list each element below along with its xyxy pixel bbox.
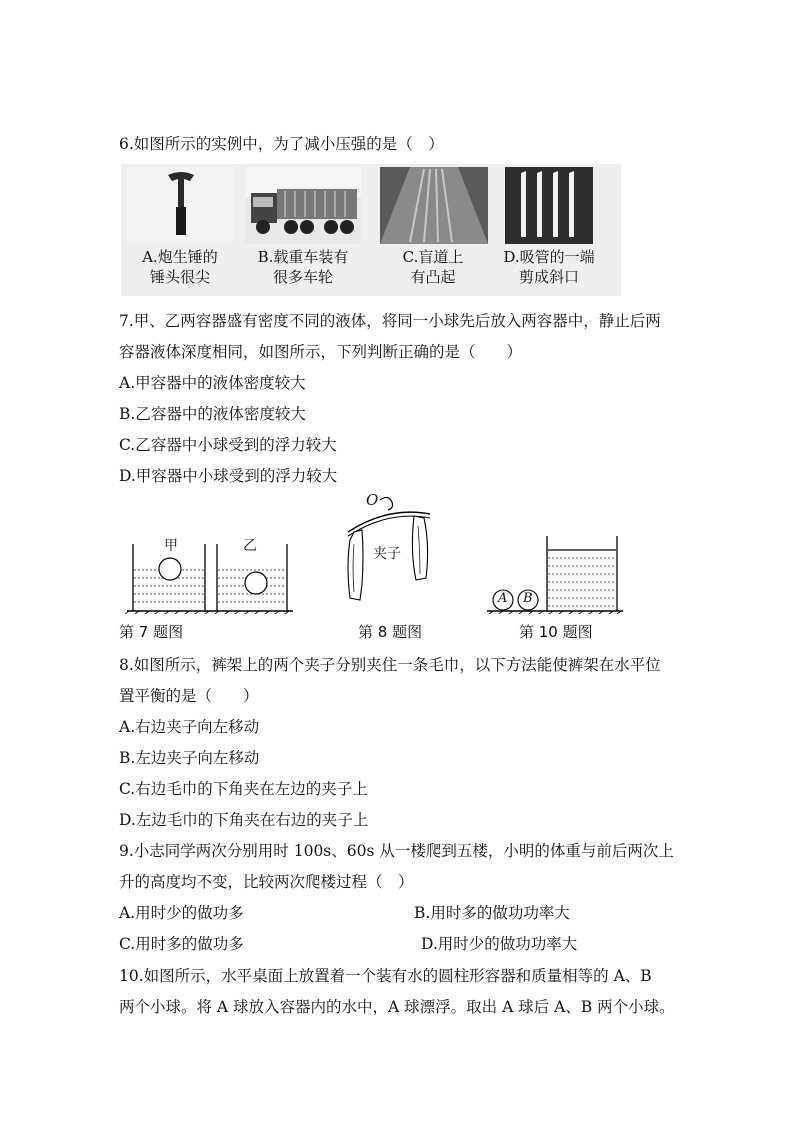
fig8-label-clip: 夹子 xyxy=(373,546,401,562)
q7-stem-line2: 容器液体深度相同，如图所示，下列判断正确的是（ ） xyxy=(119,343,523,361)
q6-option-c-caption: C.盲道上 有凸起 xyxy=(402,248,464,286)
q7-option-c: C.乙容器中小球受到的浮力较大 xyxy=(119,436,337,454)
figure-7 xyxy=(125,532,295,618)
q8-option-b: B.左边夹子向左移动 xyxy=(119,749,260,767)
q6-stem: 6.如图所示的实例中，为了减小压强的是（ ） xyxy=(119,135,444,153)
fig7-caption: 第 7 题图 xyxy=(119,623,184,641)
q8-stem-line2: 置平衡的是（ ） xyxy=(119,687,259,705)
q10-stem-line1: 10.如图所示，水平桌面上放置着一个装有水的圆柱形容器和质量相等的 A、B xyxy=(119,967,652,985)
fig8-label-o: O xyxy=(366,491,379,509)
fig7-label-yi: 乙 xyxy=(243,538,257,554)
q8-option-c: C.右边毛巾的下角夹在左边的夹子上 xyxy=(119,780,368,798)
q8-option-a: A.右边夹子向左移动 xyxy=(119,718,260,736)
q9-stem-line2: 升的高度均不变，比较两次爬楼过程（ ） xyxy=(119,873,414,891)
q6-option-a-caption: A.炮生锤的 锤头很尖 xyxy=(142,248,218,286)
q9-option-c: C.用时多的做功多 xyxy=(119,935,244,953)
fig10-label-a: A xyxy=(498,591,508,606)
q9-option-b: B.用时多的做功功率大 xyxy=(414,904,570,922)
q7-option-a: A.甲容器中的液体密度较大 xyxy=(119,374,306,392)
photo-tactile-paving xyxy=(380,167,488,244)
photo-truck xyxy=(245,167,361,244)
q6-option-b-caption: B.载重车装有 很多车轮 xyxy=(257,248,349,286)
q8-stem-line1: 8.如图所示，裤架上的两个夹子分别夹住一条毛巾，以下方法能使裤架在水平位 xyxy=(119,656,661,674)
q9-stem-line1: 9.小志同学两次分别用时 100s、60s 从一楼爬到五楼，小明的体重与前后两次上 xyxy=(119,842,674,860)
photo-straws xyxy=(505,167,593,244)
photo-safety-hammer xyxy=(126,167,234,244)
q8-option-d: D.左边毛巾的下角夹在右边的夹子上 xyxy=(119,811,369,829)
fig7-label-jia: 甲 xyxy=(164,538,178,554)
fig10-caption: 第 10 题图 xyxy=(519,623,593,641)
q7-option-b: B.乙容器中的液体密度较大 xyxy=(119,405,306,423)
q6-option-d-caption: D.吸管的一端 剪成斜口 xyxy=(503,248,595,286)
q7-stem-line1: 7.甲、乙两容器盛有密度不同的液体，将同一小球先后放入两容器中，静止后两 xyxy=(119,312,661,330)
q7-option-d: D.甲容器中小球受到的浮力较大 xyxy=(119,467,338,485)
q9-option-a: A.用时少的做功多 xyxy=(119,904,244,922)
q10-stem-line2: 两个小球。将 A 球放入容器内的水中，A 球漂浮。取出 A 球后 A、B 两个小球。 xyxy=(119,998,675,1016)
q9-option-d: D.用时少的做功功率大 xyxy=(421,935,578,953)
fig8-caption: 第 8 题图 xyxy=(358,623,423,641)
fig10-label-b: B xyxy=(523,591,533,606)
